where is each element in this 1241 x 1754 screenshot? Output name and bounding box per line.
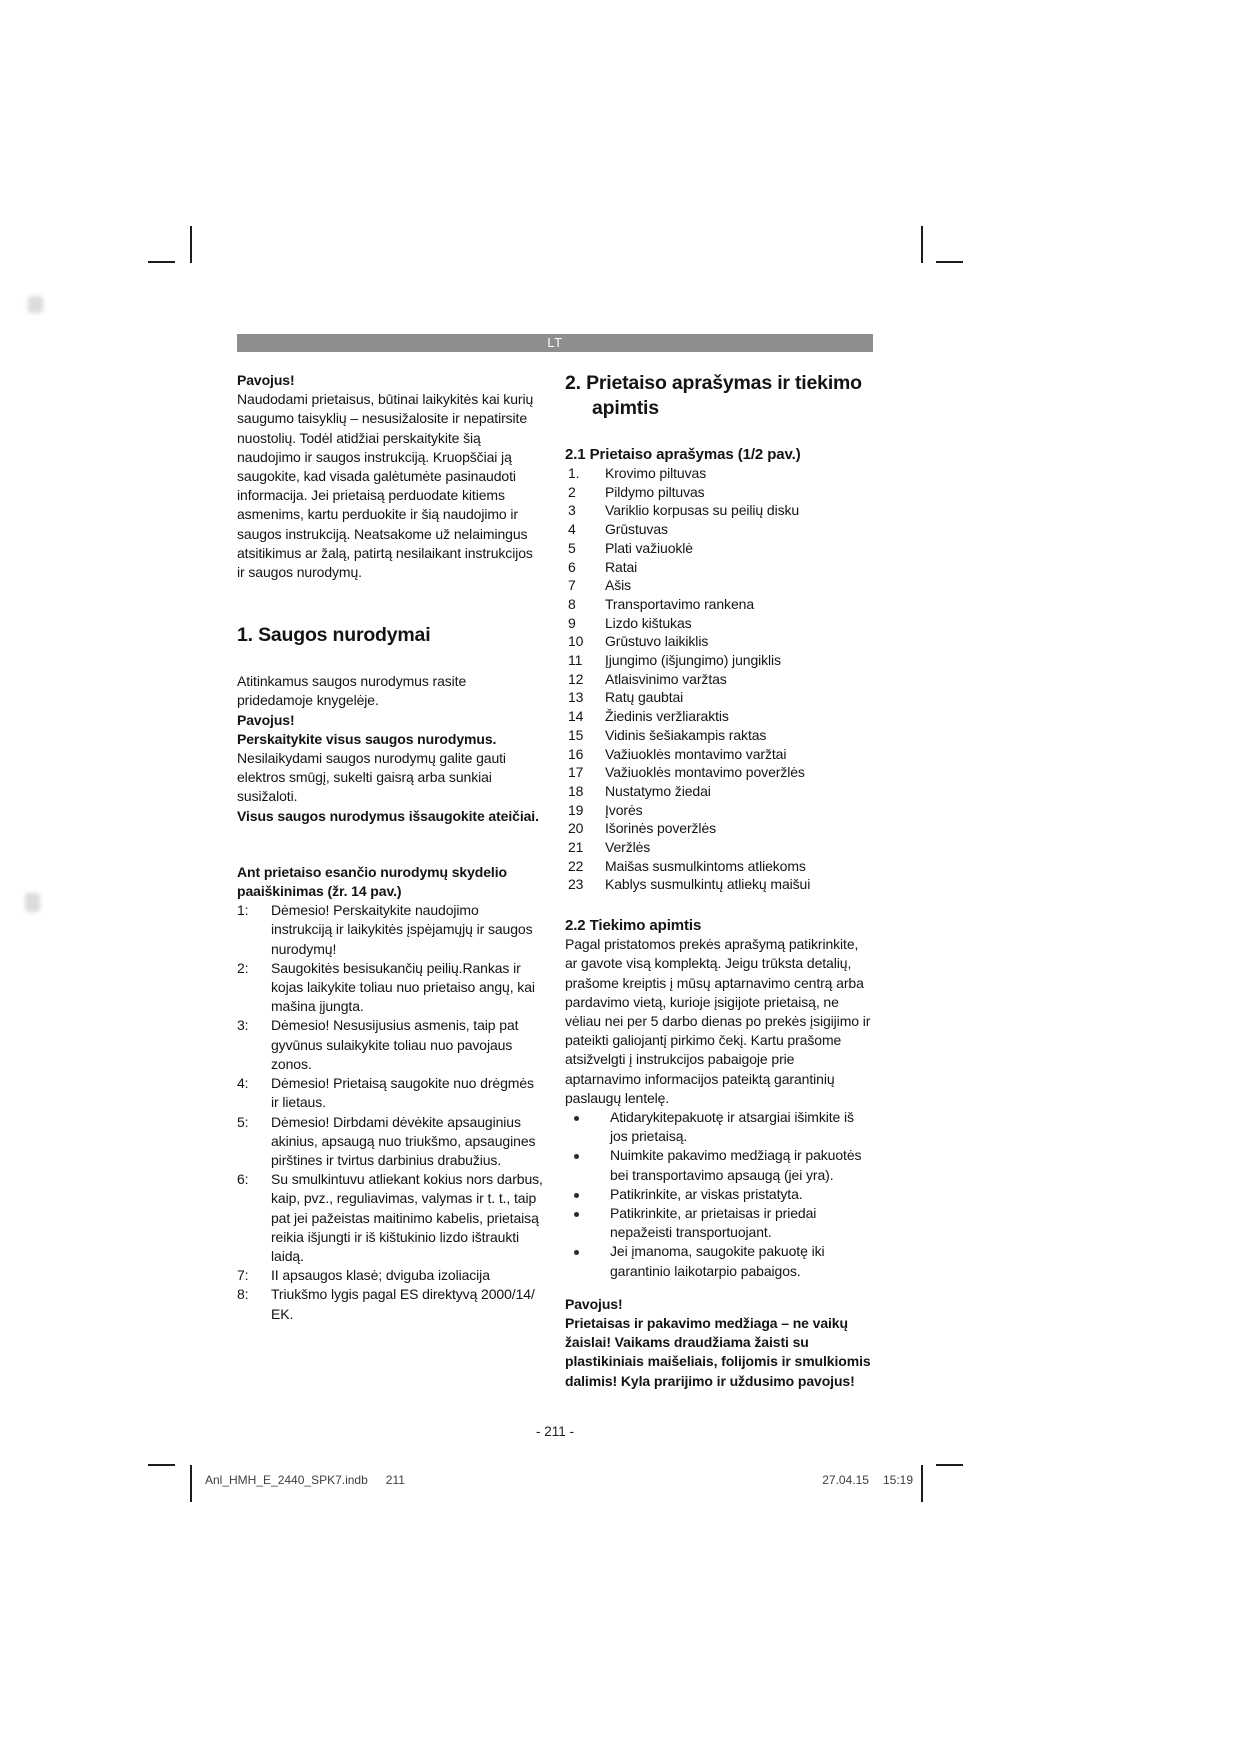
part-name: Transportavimo rankena [605, 595, 755, 612]
step-text: Patikrinkite, ar prietaisas ir priedai nepažeisti transportuojant. [610, 1205, 817, 1241]
warning-rest: Nesilaikydami saugos nurodymų galite gauti elektros smūgį, sukelti gaisrą arba sunkiai susižaloti. [237, 750, 506, 805]
unpacking-step [565, 1146, 873, 1184]
footer-date: 27.04.15 [822, 1473, 869, 1487]
part-name: Ratai [605, 558, 638, 575]
part-name: Kablys susmulkintų atliekų maišui [605, 876, 811, 893]
part-name: Važiuoklės montavimo varžtai [605, 745, 787, 762]
part-list-item [565, 688, 873, 707]
crop-mark-top-right-horizontal [936, 261, 963, 263]
part-list-item [565, 651, 873, 670]
unpacking-steps-list [565, 1108, 873, 1281]
bullet-icon [565, 1185, 610, 1204]
part-list-item [565, 857, 873, 876]
part-number: 7 [568, 577, 576, 594]
section-1-heading: 1. Saugos nurodymai [237, 624, 431, 647]
unpacking-step [565, 1108, 873, 1146]
part-list-item [565, 501, 873, 520]
part-name: Maišas susmulkintoms atliekoms [605, 857, 806, 874]
step-text: Atidarykitepakuotę ir atsargiai išimkite iš jos prietaisą. [610, 1109, 854, 1145]
item-text: II apsaugos klasė; dviguba izoliacija [271, 1267, 490, 1284]
section-2-2-heading: 2.2 Tiekimo apimtis [565, 917, 702, 935]
part-number: 1. [568, 465, 580, 481]
item-number: 8: [237, 1286, 249, 1303]
footer-timestamp [822, 1473, 913, 1487]
plate-list-item [237, 1113, 543, 1171]
scan-smudge [25, 893, 40, 912]
part-number: 2 [568, 483, 576, 500]
unpacking-step [565, 1204, 873, 1242]
danger-title: Pavojus! [237, 372, 295, 388]
parts-list [565, 464, 873, 894]
crop-mark-bottom-left-vertical [190, 1465, 192, 1502]
part-list-item [565, 707, 873, 726]
part-list-item [565, 801, 873, 820]
crop-mark-bottom-left-horizontal [148, 1464, 175, 1466]
plate-list-item [237, 1170, 543, 1266]
part-list-item [565, 670, 873, 689]
part-number: 12 [568, 670, 584, 687]
right-column [565, 371, 873, 1391]
keep-instructions-note: Visus saugos nurodymus išsaugokite ateičiai. [237, 807, 539, 824]
part-name: Įjungimo (išjungimo) jungiklis [605, 652, 781, 669]
warning-bold: Perskaitykite visus saugos nurodymus. [237, 730, 497, 747]
bullet-icon [565, 1108, 610, 1146]
crop-mark-bottom-right-vertical [921, 1465, 923, 1502]
part-name: Lizdo kištukas [605, 614, 692, 631]
language-header-bar [237, 334, 873, 352]
left-column [237, 371, 543, 1324]
plate-list-item [237, 1074, 543, 1112]
item-text: Saugokitės besisukančių peilių.Rankas ir kojas laikykite toliau nuo prietaiso angų, kai mašina įjungta. [271, 959, 535, 1015]
part-list-item [565, 483, 873, 502]
part-number: 5 [568, 539, 576, 556]
part-list-item [565, 782, 873, 801]
crop-mark-top-left-vertical [190, 226, 192, 263]
section-1-warning [237, 730, 543, 807]
part-number: 4 [568, 521, 576, 538]
part-name: Krovimo piltuvas [605, 465, 707, 481]
part-number: 8 [568, 595, 576, 612]
plate-list-item [237, 1285, 543, 1323]
crop-mark-top-right-vertical [921, 226, 923, 263]
plate-list-item [237, 1266, 543, 1285]
part-name: Išorinės poveržlės [605, 820, 717, 837]
footer-filename: Anl_HMH_E_2440_SPK7.indb [205, 1473, 368, 1487]
item-text: Dėmesio! Nesusijusius asmenis, taip pat gyvūnus sulaikykite toliau nuo pavojaus zonos. [271, 1017, 519, 1072]
footer-file-page: 211 [385, 1473, 405, 1487]
part-name: Atlaisvinimo varžtas [605, 670, 727, 687]
scan-smudge [28, 296, 43, 313]
bullet-icon [565, 1146, 610, 1184]
part-list-item [565, 745, 873, 764]
section-1-intro: Atitinkamus saugos nurodymus rasite pridedamoje knygelėje. [237, 673, 467, 709]
part-list-item [565, 576, 873, 595]
part-number: 18 [568, 782, 584, 799]
packaging-danger-title: Pavojus! [565, 1295, 623, 1312]
danger-body: Naudodami prietaisus, būtinai laikykitės kai kurių saugumo taisyklių – nesusižalosite ir nepatirsite nuostolių. Todėl atidžiai perskaitykite šią naudojimo ir saugos instrukciją. Kruopščiai ją saugokite, kad visada galėtumėte pasinaudoti informacija. Jei prietaisą perduodate kitiems asmenims, kartu perduokite ir šią naudojimo ir saugos instrukciją. Neatsakome už nelaimingus atsitikimus ar žalą, patirtą nesilaikant instrukcijos ir saugos nurodymų. [237, 391, 534, 581]
part-list-item [565, 726, 873, 745]
part-number: 11 [568, 652, 583, 669]
part-number: 17 [568, 764, 584, 781]
part-name: Grūstuvas [605, 521, 668, 538]
section-1-danger-title: Pavojus! [237, 711, 295, 728]
part-name: Veržlės [605, 839, 651, 856]
page-number: - 211 - [535, 1424, 574, 1439]
crop-mark-bottom-right-horizontal [936, 1464, 963, 1466]
packaging-danger-body: Prietaisas ir pakavimo medžiaga – ne vaikų žaislai! Vaikams draudžiama žaisti su plastikiniais maišeliais, folijomis ir smulkiomis dalimis! Kyla prarijimo ir uždusimo pavojus! [565, 1315, 871, 1389]
section-2-heading: 2. Prietaiso aprašymas ir tiekimo apimtis [565, 372, 862, 419]
part-number: 10 [568, 633, 584, 650]
part-name: Nustatymo žiedai [605, 782, 711, 799]
step-text: Nuimkite pakavimo medžiagą ir pakuotės bei transportavimo apsaugą (jei yra). [610, 1147, 862, 1183]
part-number: 15 [568, 726, 584, 743]
part-list-item [565, 875, 873, 894]
plate-list-item [237, 959, 543, 1017]
item-text: Triukšmo lygis pagal ES direktyvą 2000/14/ EK. [271, 1286, 535, 1322]
part-name: Grūstuvo laikiklis [605, 633, 709, 650]
unpacking-step [565, 1242, 873, 1280]
footer-file-info [205, 1473, 405, 1487]
item-text: Dėmesio! Prietaisą saugokite nuo drėgmės ir lietaus. [271, 1075, 534, 1111]
part-name: Vidinis šešiakampis raktas [605, 726, 767, 743]
item-number: 1: [237, 902, 249, 919]
item-number: 6: [237, 1171, 249, 1188]
part-number: 21 [568, 839, 584, 856]
item-number: 2: [237, 959, 249, 976]
plate-explanation-heading: Ant prietaiso esančio nurodymų skydelio paaiškinimas (žr. 14 pav.) [237, 863, 507, 900]
item-number: 5: [237, 1113, 249, 1130]
part-number: 13 [568, 689, 584, 706]
part-name: Plati važiuoklė [605, 539, 693, 556]
part-number: 20 [568, 820, 584, 837]
item-number: 4: [237, 1075, 249, 1092]
part-number: 9 [568, 614, 576, 631]
part-list-item [565, 558, 873, 577]
part-number: 6 [568, 558, 576, 575]
bullet-icon [565, 1204, 610, 1242]
plate-list-item [237, 1016, 543, 1074]
section-2-2-body: Pagal pristatomos prekės aprašymą patikrinkite, ar gavote visą komplektą. Jeigu trūksta detalių, prašome kreiptis į mūsų aptarnavimo centrą arba pardavimo vietą, kurioje įsigijote prietaisą, ne vėliau nei per 5 darbo dienas po prekės įsigijimo ir pateikti galiojantį pirkimo čekį. Kartu prašome atsižvelgti į instrukcijos pabaigoje prie aptarnavimo informacijos pateiktą garantinių paslaugų lentelę. [565, 936, 871, 1106]
part-name: Ašis [605, 577, 632, 594]
part-number: 16 [568, 745, 584, 762]
part-list-item [565, 464, 873, 483]
part-list-item [565, 520, 873, 539]
item-text: Dėmesio! Dirbdami dėvėkite apsauginius akinius, apsaugą nuo triukšmo, apsaugines pirštines ir tvirtus darbinius drabužius. [271, 1113, 536, 1168]
part-list-item [565, 763, 873, 782]
item-text: Dėmesio! Perskaitykite naudojimo instrukciją ir laikykitės įspėjamųjų ir saugos nurodymų! [271, 902, 533, 957]
part-name: Važiuoklės montavimo poveržlės [605, 764, 805, 781]
plate-list-item [237, 901, 543, 959]
step-text: Jei įmanoma, saugokite pakuotę iki garantinio laikotarpio pabaigos. [610, 1243, 825, 1279]
item-number: 3: [237, 1017, 249, 1034]
footer-time: 15:19 [882, 1473, 913, 1487]
part-list-item [565, 614, 873, 633]
part-list-item [565, 838, 873, 857]
section-2-1-heading: 2.1 Prietaiso aprašymas (1/2 pav.) [565, 446, 801, 463]
item-number: 7: [237, 1267, 249, 1284]
crop-mark-top-left-horizontal [148, 261, 175, 263]
part-number: 22 [568, 857, 584, 874]
part-number: 23 [568, 876, 584, 893]
bullet-icon [565, 1242, 610, 1280]
part-list-item [565, 539, 873, 558]
part-list-item [565, 595, 873, 614]
part-number: 14 [568, 708, 584, 725]
part-name: Įvorės [605, 801, 643, 818]
part-name: Žiedinis veržliaraktis [605, 708, 729, 725]
part-number: 19 [568, 801, 584, 818]
step-text: Patikrinkite, ar viskas pristatyta. [610, 1185, 803, 1202]
plate-explanation-list [237, 901, 543, 1323]
language-label: LT [547, 335, 563, 350]
part-name: Pildymo piltuvas [605, 483, 705, 500]
part-name: Ratų gaubtai [605, 689, 684, 706]
item-text: Su smulkintuvu atliekant kokius nors darbus, kaip, pvz., reguliavimas, valymas ir t. t., taip pat jei pažeistas maitinimo kabelis, prietaisą reikia išjungti ir iš kištukinio lizdo ištraukti laidą. [271, 1171, 543, 1264]
part-number: 3 [568, 502, 576, 519]
part-name: Variklio korpusas su peilių disku [605, 502, 800, 519]
part-list-item [565, 819, 873, 838]
part-list-item [565, 632, 873, 651]
unpacking-step [565, 1185, 873, 1204]
